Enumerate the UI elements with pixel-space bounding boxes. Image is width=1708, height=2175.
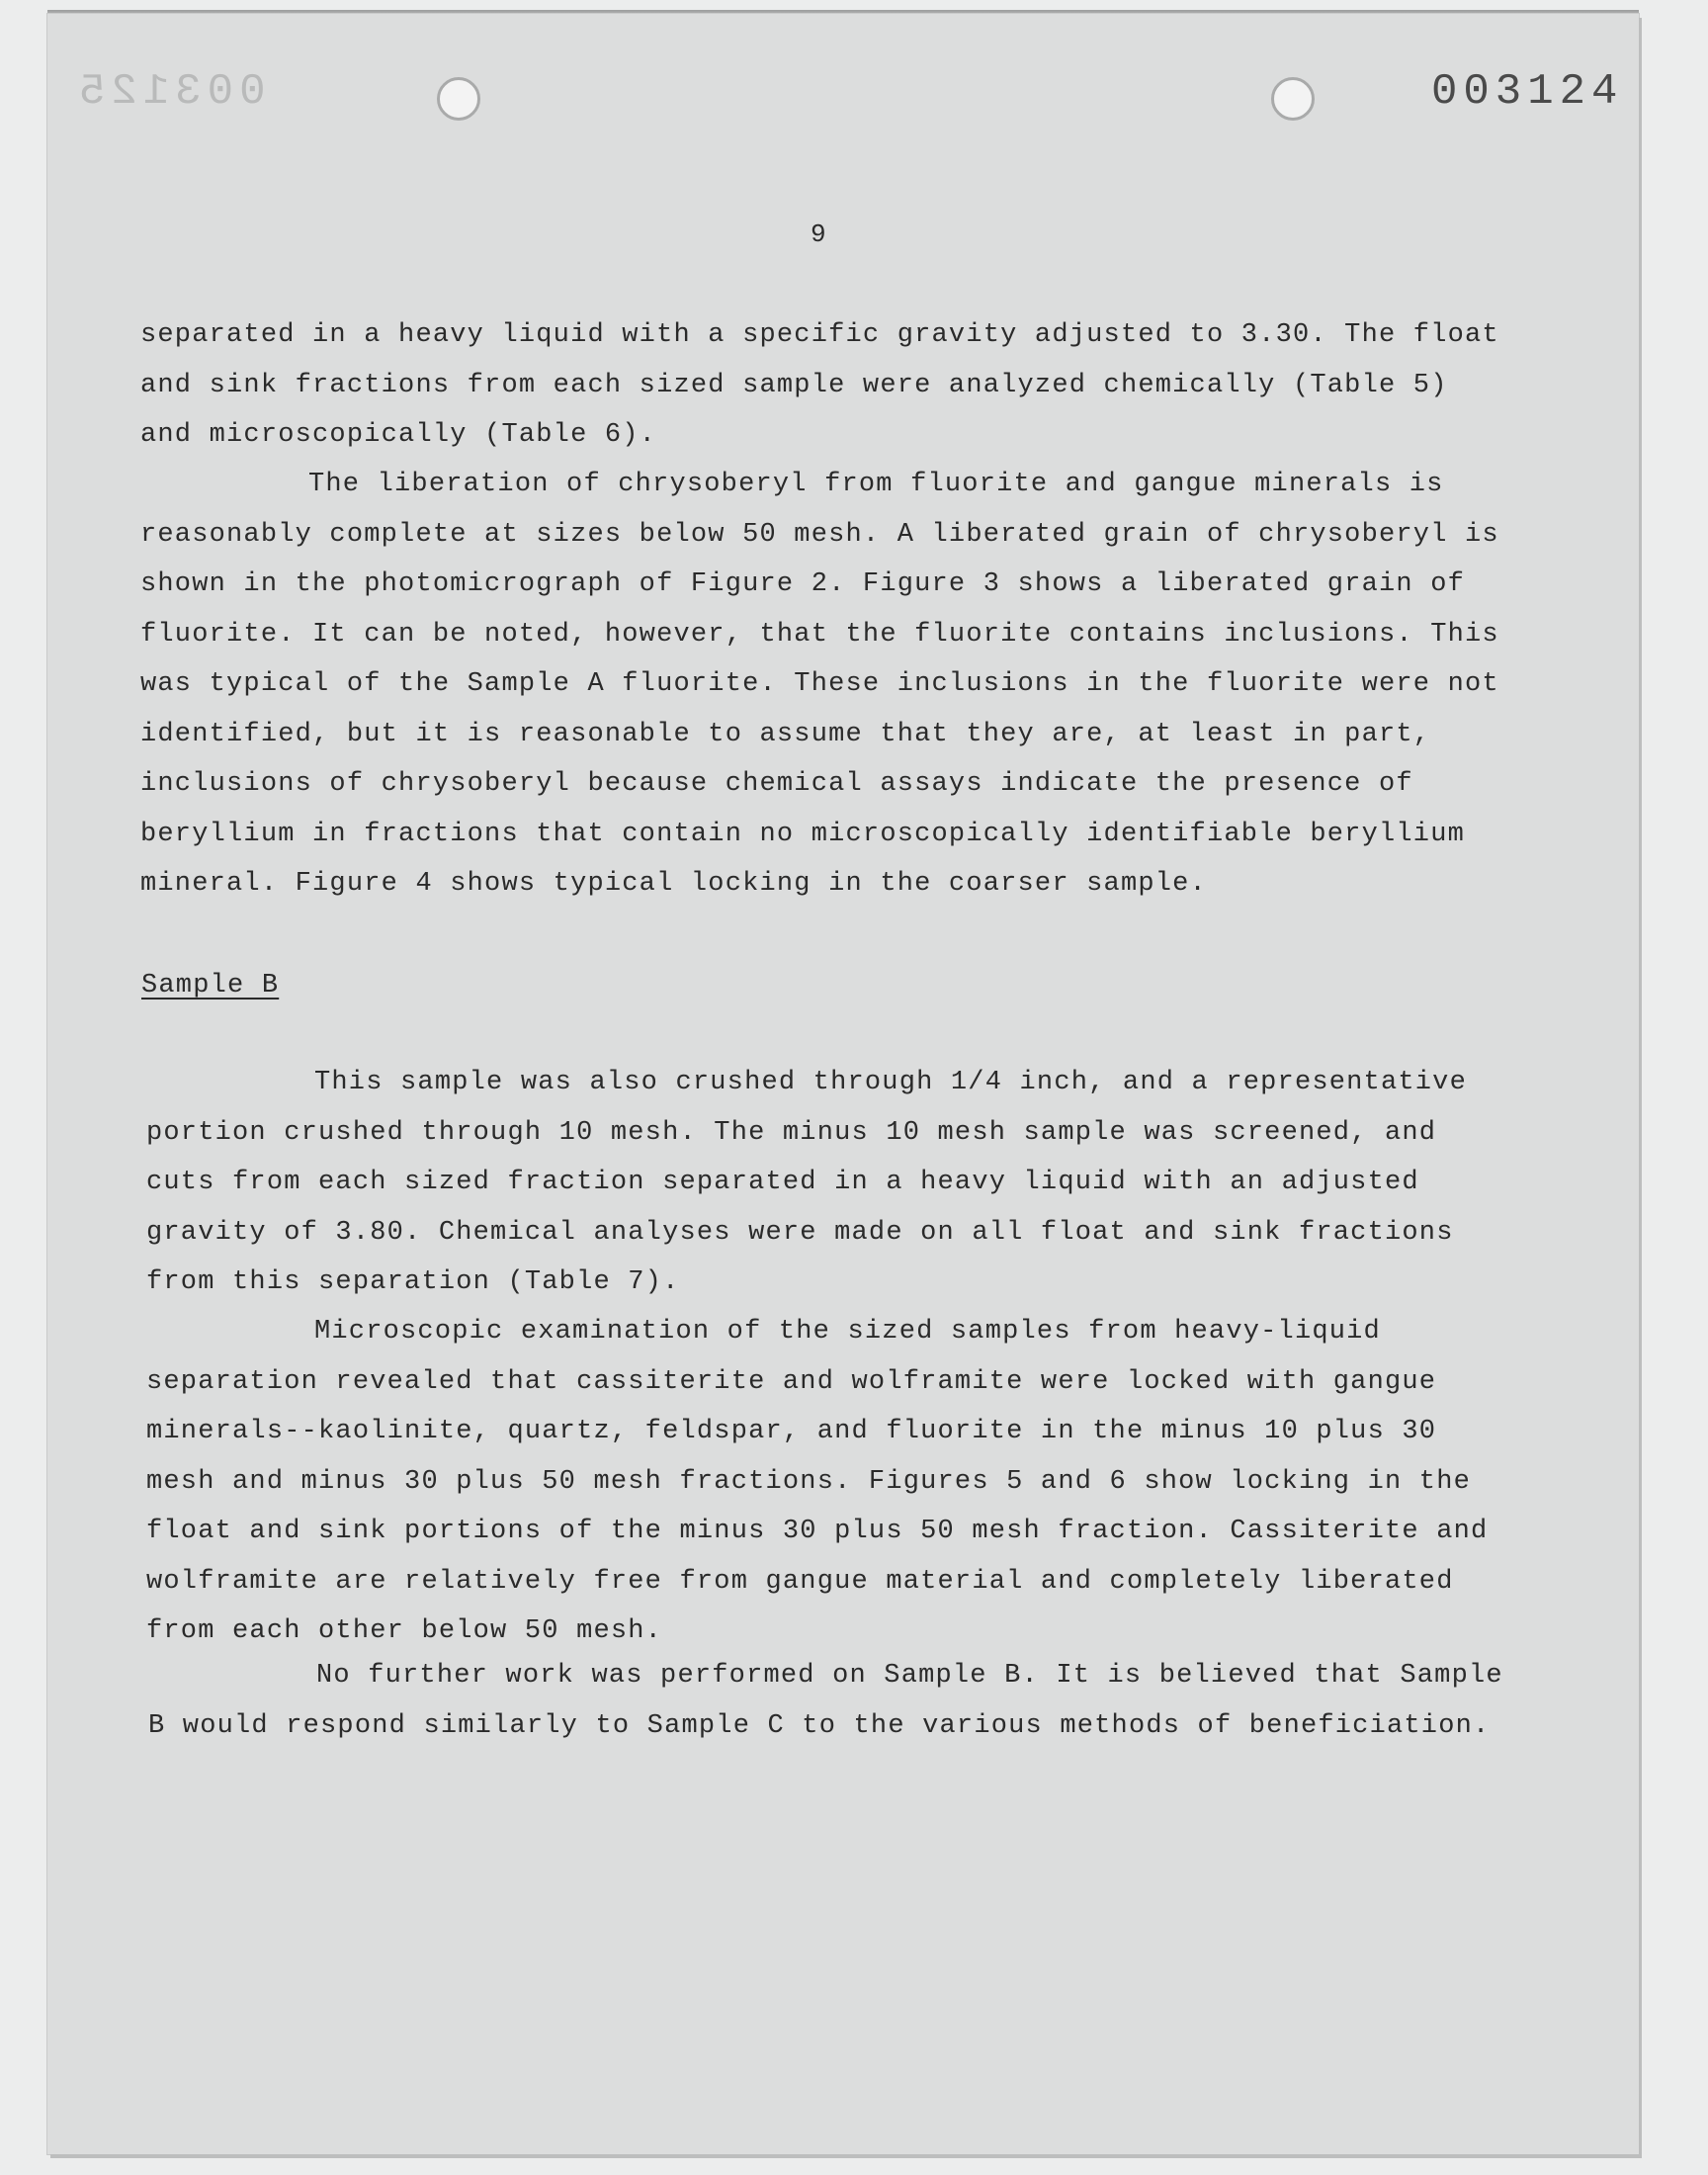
paragraph-no-further-work: No further work was performed on Sample B. It is believed that Sample B would respond similarly to Sample C to the various methods of beneficiation. <box>148 1661 1503 1741</box>
paragraph-sample-b-crushing: This sample was also crushed through 1/4 inch, and a representative portion crushed through 10 mesh. The minus 10 mesh sample was screened, and cuts from each sized fraction separated in a heavy liquid with an adjusted gravity of 3.80. Chemical analyses were made on all float and sink fractions from this separation (Table 7). <box>146 1068 1467 1297</box>
punch-hole-right <box>1271 77 1315 121</box>
section-heading: Sample B <box>141 971 280 1000</box>
document-stamp-number: 003124 <box>1431 67 1624 117</box>
paragraph-microscopic-examination: Microscopic examination of the sized samples from heavy-liquid separation revealed that cassiterite and wolframite were locked with gangue minerals--kaolinite, quartz, feldspar, and fluorite in the minus 10 plus 30 mesh and minus 30 plus 50 mesh fractions. Figures 5 and 6 show locking in the float and sink portions of the minus 30 plus 50 mesh fraction. Cassiterite and wolframite are relatively free from gangue material and completely liberated from each other below 50 mesh. <box>146 1317 1489 1646</box>
punch-hole-left <box>437 77 480 121</box>
paragraph-continued: separated in a heavy liquid with a specific gravity adjusted to 3.30. The float and sink fractions from each sized sample were analyzed chemically (Table 5) and microscopically (Table 6). <box>140 320 1499 450</box>
bleed-through-stamp: 003125 <box>73 67 266 117</box>
paragraph-liberation: The liberation of chrysoberyl from fluorite and gangue minerals is reasonably complete at sizes below 50 mesh. A liberated grain of chrysoberyl is shown in the photomicrograph of Figure 2. Figure 3 shows a liberated grain of fluorite. It can be noted, however, that the fluorite contains inclusions. This was typical of the Sample A fluorite. These inclusions in the fluorite were not identified, but it is reasonable to assume that they are, at least in part, inclusions of chrysoberyl because chemical assays indicate the presence of beryllium in fractions that contain no microscopically identifiable beryllium mineral. Figure 4 shows typical locking in the coarser sample. <box>140 470 1499 899</box>
page-number: 9 <box>811 219 826 249</box>
